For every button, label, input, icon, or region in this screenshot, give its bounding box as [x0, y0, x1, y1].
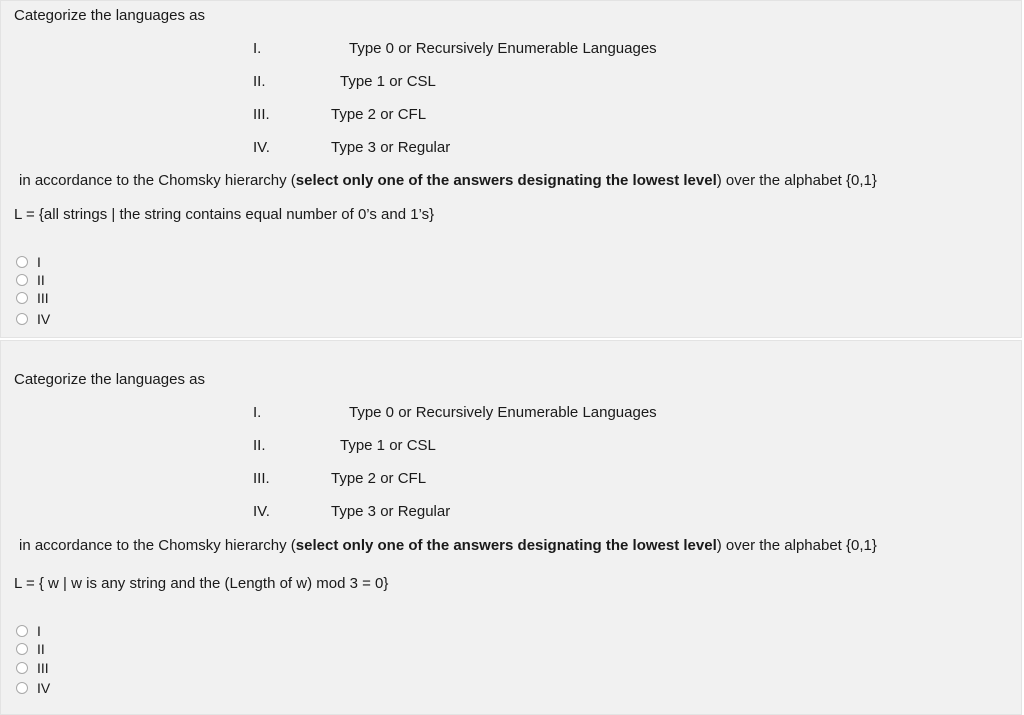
type-numeral: I.	[253, 404, 262, 421]
instruction-post: ) over the alphabet {0,1}	[716, 172, 877, 189]
instruction-post: ) over the alphabet {0,1}	[716, 537, 877, 554]
type-label: Type 0 or Recursively Enumerable Languages	[349, 40, 657, 57]
type-label: Type 2 or CFL	[331, 470, 427, 487]
option-label: IV	[37, 311, 51, 327]
type-numeral: II.	[253, 73, 266, 90]
type-numeral: IV.	[253, 503, 270, 520]
question-instruction	[19, 172, 877, 190]
radio-option-4[interactable]	[16, 682, 28, 694]
option-label: III	[37, 290, 49, 306]
type-numeral: IV.	[253, 139, 270, 156]
question-intro: Categorize the languages as	[14, 7, 205, 24]
type-numeral: III.	[253, 470, 270, 487]
option-label: III	[37, 660, 49, 676]
question-1	[0, 0, 1022, 338]
option-label: II	[37, 641, 45, 657]
radio-option-1[interactable]	[16, 625, 28, 637]
option-label: I	[37, 254, 41, 270]
option-label: II	[37, 272, 45, 288]
type-numeral: I.	[253, 40, 262, 57]
radio-option-2[interactable]	[16, 643, 28, 655]
type-label: Type 1 or CSL	[340, 73, 436, 90]
type-label: Type 1 or CSL	[340, 437, 436, 454]
type-numeral: II.	[253, 437, 266, 454]
question-instruction	[19, 537, 877, 555]
question-2	[0, 340, 1022, 715]
type-numeral: III.	[253, 106, 270, 123]
question-intro: Categorize the languages as	[14, 371, 205, 388]
radio-option-3[interactable]	[16, 662, 28, 674]
instruction-bold: select only one of the answers designating the lowest level	[295, 537, 717, 554]
radio-option-4[interactable]	[16, 313, 28, 325]
instruction-pre: in accordance to the Chomsky hierarchy (	[19, 172, 296, 189]
language-definition: L = { w | w is any string and the (Length of w) mod 3 = 0}	[14, 575, 389, 592]
type-label: Type 2 or CFL	[331, 106, 427, 123]
type-label: Type 0 or Recursively Enumerable Languages	[349, 404, 657, 421]
language-definition: L = {all strings | the string contains equal number of 0’s and 1’s}	[14, 206, 435, 223]
radio-option-2[interactable]	[16, 274, 28, 286]
option-label: I	[37, 623, 41, 639]
type-label: Type 3 or Regular	[331, 503, 451, 520]
radio-option-1[interactable]	[16, 256, 28, 268]
type-label: Type 3 or Regular	[331, 139, 451, 156]
option-label: IV	[37, 680, 51, 696]
instruction-bold: select only one of the answers designating the lowest level	[295, 172, 717, 189]
instruction-pre: in accordance to the Chomsky hierarchy (	[19, 537, 296, 554]
radio-option-3[interactable]	[16, 292, 28, 304]
